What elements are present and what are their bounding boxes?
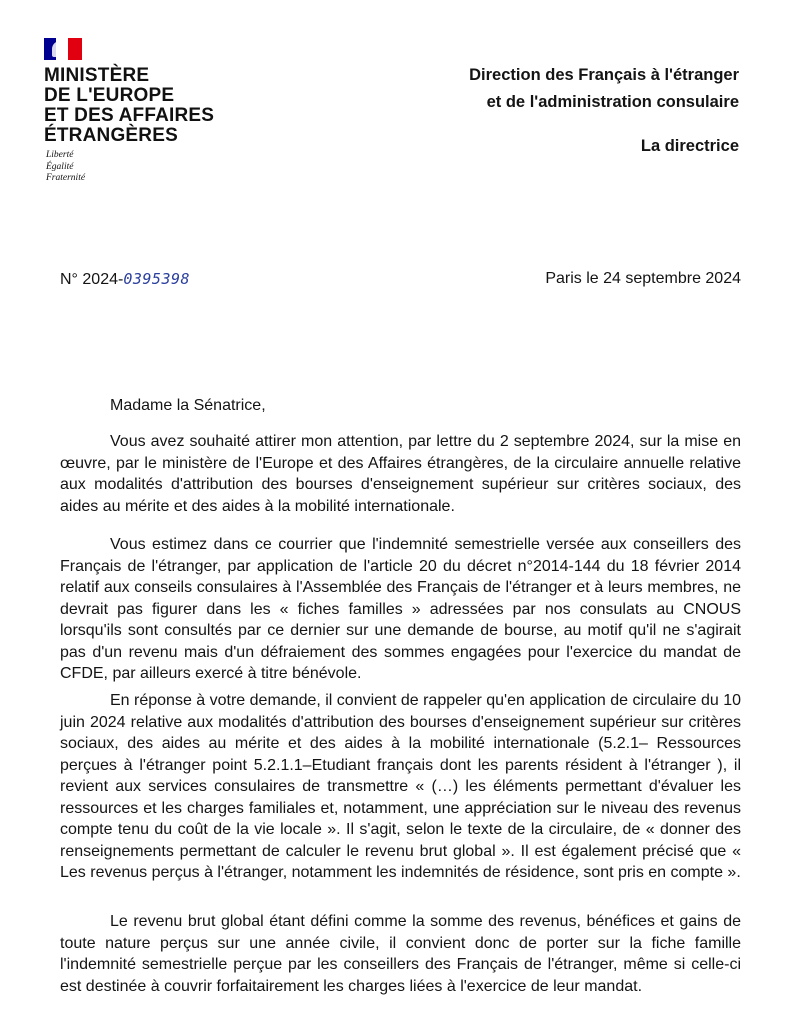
ministry-line: DE L'EUROPE bbox=[44, 85, 175, 106]
body-paragraph: Le revenu brut global étant défini comme la somme des revenus, bénéfices et gains de toute nature perçus sur une année civile, il convient donc de porter sur la fiche famille l'indemnité semestrielle perçue par les conseillers des Français de l'étranger, même si celle-ci est destinée à couvrir forfaitairement les charges liées à l'exercice de leur mandat. bbox=[60, 913, 741, 995]
ministry-name bbox=[44, 66, 214, 146]
letter-date: Paris le 24 septembre 2024 bbox=[545, 270, 741, 287]
direction-line: et de l'administration consulaire bbox=[486, 93, 739, 111]
direction-line: Direction des Français à l'étranger bbox=[469, 66, 739, 84]
motto-line: Liberté bbox=[46, 150, 74, 160]
body-paragraph: En réponse à votre demande, il convient de rappeler qu'en application de circulaire du 10 juin 2024 relative aux modalités d'attribution des bourses d'enseignement supérieur sur critères sociaux, des aides au mérite et des aides à la mobilité internationale (5.2.1– Ressources perçues à l'étranger point 5.2.1.1–Etudiant français dont les parents résident à l'étranger ), il revient aux services consulaires de transmettre « (…) les éléments permettant d'évaluer les ressources et les charges familiales et, notamment, une appréciation sur le niveau des revenus compte tenu du coût de la vie locale ». Il s'agit, selon le texte de la circulaire, de « donner des renseignements permettant de calculer le revenu brut global ». Il est également précisé que « Les revenus perçus à l'étranger, notamment les indemnités de résidence, sont pris en compte ». bbox=[60, 692, 742, 881]
republic-motto bbox=[46, 150, 85, 185]
ministry-line: ET DES AFFAIRES bbox=[44, 105, 215, 126]
signatory-title: La directrice bbox=[640, 137, 739, 155]
reference-prefix: N° 2024- bbox=[60, 271, 124, 288]
handwritten-reference: 0395398 bbox=[123, 270, 191, 288]
marianne-icon bbox=[52, 41, 68, 57]
motto-line: Fraternité bbox=[46, 173, 86, 183]
republic-flag-logo bbox=[44, 38, 82, 60]
ministry-line: ÉTRANGÈRES bbox=[44, 125, 178, 146]
body-paragraph: Vous avez souhaité attirer mon attention, par lettre du 2 septembre 2024, sur la mise en œuvre, par le ministère de l'Europe et des Affaires étrangères, de la circulaire annuelle relative aux modalités d'attribution des bourses d'enseignement supérieur sur critères sociaux, des aides au mérite et des aides à la mobilité internationale. bbox=[60, 433, 741, 515]
reference-number bbox=[60, 270, 190, 289]
body-paragraph: Vous estimez dans ce courrier que l'indemnité semestrielle versée aux conseillers des Français de l'étranger, par application de l'article 20 du décret n°2014-144 du 18 février 2014 relatif aux conseils consulaires à l'Assemblée des Français de l'étranger et à leurs membres, ne devrait pas figurer dans les « fiches familles » adressées par nos consulats au CNOUS lorsqu'ils sont consultés par ce dernier sur une demande de bourse, au motif qu'il ne s'agirait pas d'un revenu mais d'un défraiement des sommes engagées pour l'exercice du mandat de CFDE, par ailleurs exercé à titre bénévole. bbox=[60, 536, 741, 682]
ministry-line: MINISTÈRE bbox=[44, 65, 150, 86]
salutation: Madame la Sénatrice, bbox=[110, 397, 266, 414]
motto-line: Égalité bbox=[46, 161, 74, 172]
direction-heading bbox=[469, 62, 739, 116]
